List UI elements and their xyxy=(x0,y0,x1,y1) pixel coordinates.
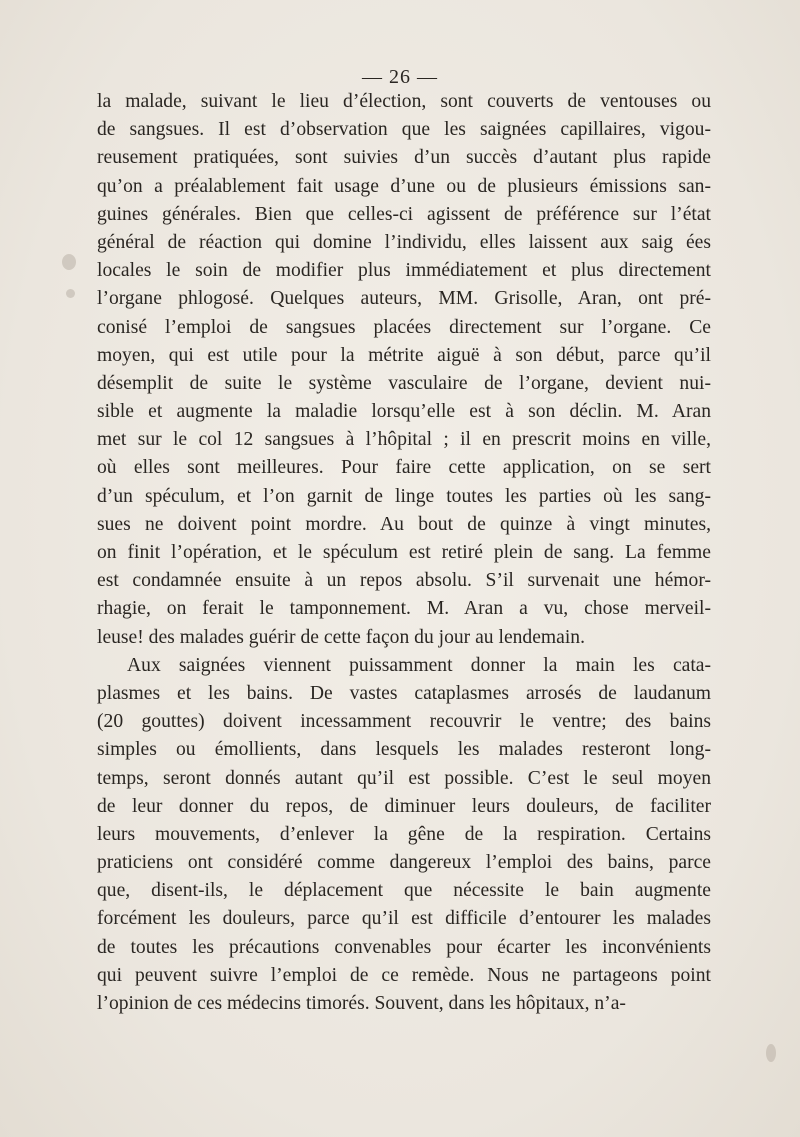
binding-hole-mark xyxy=(66,289,75,298)
text-line: la malade, suivant le lieu d’élection, sont couverts de ventouses ou xyxy=(97,91,711,112)
text-line: (20 gouttes) doivent incessamment recouvrir le ventre; des bains xyxy=(97,711,711,733)
text-line: leurs mouvements, d’enlever la gêne de la respiration. Certains xyxy=(97,823,711,845)
text-line: est condamnée ensuite à un repos absolu. S’il survenait une hémor- xyxy=(97,570,711,592)
text-line: qui peuvent suivre l’emploi de ce remède. Nous ne partageons point xyxy=(97,964,711,986)
text-line: général de réaction qui domine l’individu, elles laissent aux saig ées xyxy=(97,231,711,253)
text-line: de toutes les précautions convenables pour écarter les inconvénients xyxy=(97,936,711,958)
text-line: de leur donner du repos, de diminuer leurs douleurs, de faciliter xyxy=(97,795,711,817)
text-line: met sur le col 12 sangsues à l’hôpital ; il en prescrit moins en ville, xyxy=(97,429,711,451)
text-line: sues ne doivent point mordre. Au bout de quinze à vingt minutes, xyxy=(97,513,711,535)
text-line: d’un spéculum, et l’on garnit de linge toutes les parties où les sang- xyxy=(97,485,711,507)
text-line: moyen, qui est utile pour la métrite aiguë à son début, parce qu’il xyxy=(97,344,711,366)
text-line: conisé l’emploi de sangsues placées directement sur l’organe. Ce xyxy=(97,316,711,338)
text-line: praticiens ont considéré comme dangereux l’emploi des bains, parce xyxy=(97,852,711,874)
text-line: qu’on a préalablement fait usage d’une ou de plusieurs émissions san- xyxy=(97,175,711,197)
text-line: désemplit de suite le système vasculaire de l’organe, devient nui- xyxy=(97,372,711,394)
text-line: rhagie, on ferait le tamponnement. M. Aran a vu, chose merveil- xyxy=(97,598,711,620)
text-line: plasmes et les bains. De vastes cataplasmes arrosés de laudanum xyxy=(97,682,711,704)
binding-hole-mark xyxy=(766,1044,776,1062)
text-line: guines générales. Bien que celles-ci agissent de préférence sur l’état xyxy=(97,203,711,225)
text-line: simples ou émollients, dans lesquels les malades resteront long- xyxy=(97,739,711,761)
text-line: sible et augmente la maladie lorsqu’elle est à son déclin. M. Aran xyxy=(97,401,711,423)
page-number: — 26 — xyxy=(362,66,438,88)
text-line: de sangsues. Il est d’observation que les saignées capillaires, vigou- xyxy=(97,119,711,141)
text-line: où elles sont meilleures. Pour faire cette application, on se sert xyxy=(97,457,711,479)
text-line: Aux saignées viennent puissamment donner la main les cata- xyxy=(127,654,711,676)
text-line: forcément les douleurs, parce qu’il est difficile d’entourer les malades xyxy=(97,908,711,930)
text-line: locales le soin de modifier plus immédiatement et plus directement xyxy=(97,260,711,282)
text-line: leuse! des malades guérir de cette façon du jour au lendemain. xyxy=(97,626,586,648)
text-line: reusement pratiquées, sont suivies d’un succès d’autant plus rapide xyxy=(97,147,711,169)
text-line: on finit l’opération, et le spéculum est retiré plein de sang. La femme xyxy=(97,542,711,563)
text-line: temps, seront donnés autant qu’il est possible. C’est le seul moyen xyxy=(97,767,711,789)
text-line: que, disent-ils, le déplacement que nécessite le bain augmente xyxy=(97,880,711,902)
text-line: l’opinion de ces médecins timorés. Souvent, dans les hôpitaux, n’a- xyxy=(97,993,626,1014)
body-text xyxy=(97,88,711,1018)
binding-hole-mark xyxy=(62,254,76,270)
text-line: l’organe phlogosé. Quelques auteurs, MM. Grisolle, Aran, ont pré- xyxy=(97,288,711,310)
